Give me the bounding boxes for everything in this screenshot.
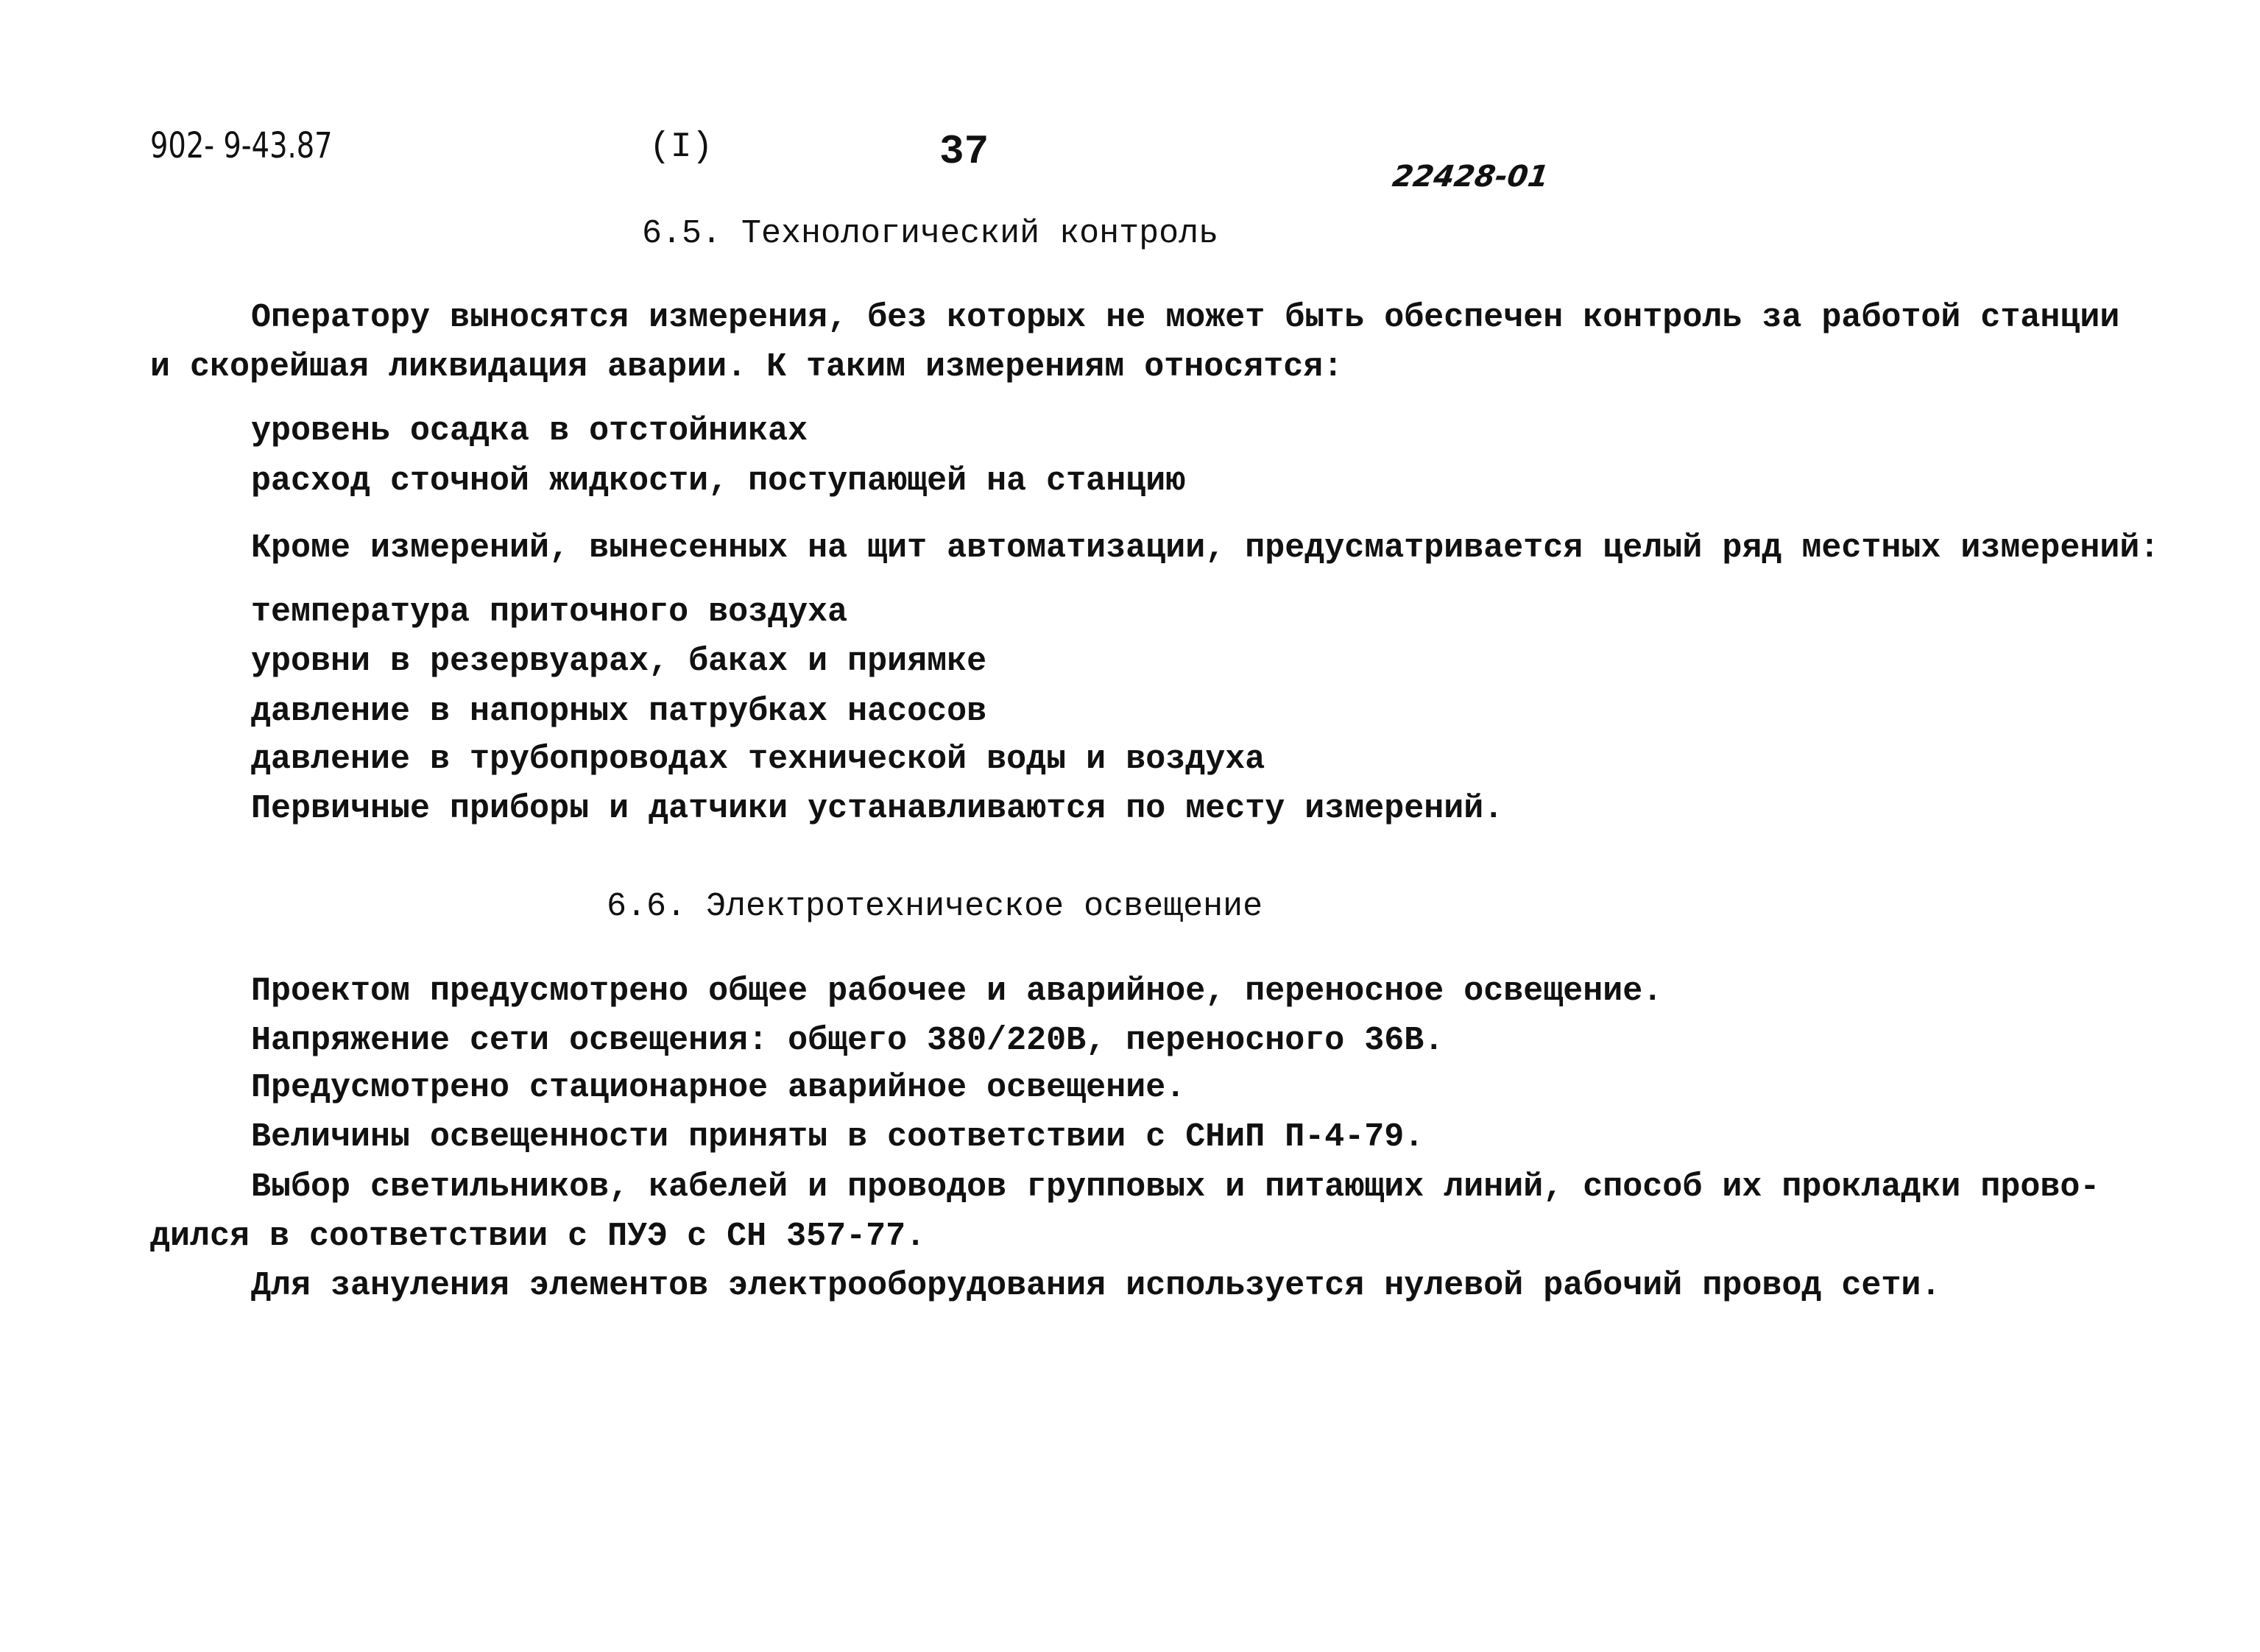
list-item: уровень осадка в отстойниках xyxy=(251,412,808,450)
section-heading: 6.6. Электротехническое освещение xyxy=(607,888,1263,925)
paragraph-line: Кроме измерений, вынесенных на щит автоматизации, предусматривается целый ряд местных измерений: xyxy=(251,529,2160,567)
paragraph-line: Предусмотрено стационарное аварийное освещение. xyxy=(251,1069,1186,1106)
paragraph-line: и скорейшая ликвидация аварии. К таким измерениям относятся: xyxy=(150,348,1343,386)
page-number: 37 xyxy=(939,128,989,175)
volume-number: (I) xyxy=(649,127,713,167)
paragraph-line: Оператору выносятся измерения, без которых не может быть обеспечен контроль за работой станции xyxy=(251,299,2120,336)
paragraph-line: Проектом предусмотрено общее рабочее и аварийное, переносное освещение. xyxy=(251,973,1663,1010)
document-code: 902- 9-43.87 xyxy=(150,125,333,166)
section-heading: 6.5. Технологический контроль xyxy=(642,215,1219,253)
paragraph-line: Первичные приборы и датчики устанавливаются по месту измерений. xyxy=(251,790,1504,827)
list-item: температура приточного воздуха xyxy=(251,593,848,631)
paragraph-line: Величины освещенности приняты в соответствии с СНиП П-4-79. xyxy=(251,1118,1424,1156)
list-item: уровни в резервуарах, баках и приямке xyxy=(251,643,987,680)
list-item: расход сточной жидкости, поступающей на станцию xyxy=(251,462,1186,500)
paragraph-line: Напряжение сети освещения: общего 380/220В, переносного 36В. xyxy=(251,1022,1444,1059)
paragraph-line: Выбор светильников, кабелей и проводов групповых и питающих линий, способ их прокладки прово- xyxy=(251,1168,2100,1206)
list-item: давление в напорных патрубках насосов xyxy=(251,693,987,730)
list-item: давление в трубопроводах технической воды и воздуха xyxy=(251,741,1265,778)
paragraph-line: Для зануления элементов электрооборудования используется нулевой рабочий провод сети. xyxy=(251,1267,1941,1305)
paragraph-line: дился в соответствии с ПУЭ с СН 357-77. xyxy=(150,1218,926,1255)
inventory-stamp: 22428-01 xyxy=(1390,160,1551,194)
